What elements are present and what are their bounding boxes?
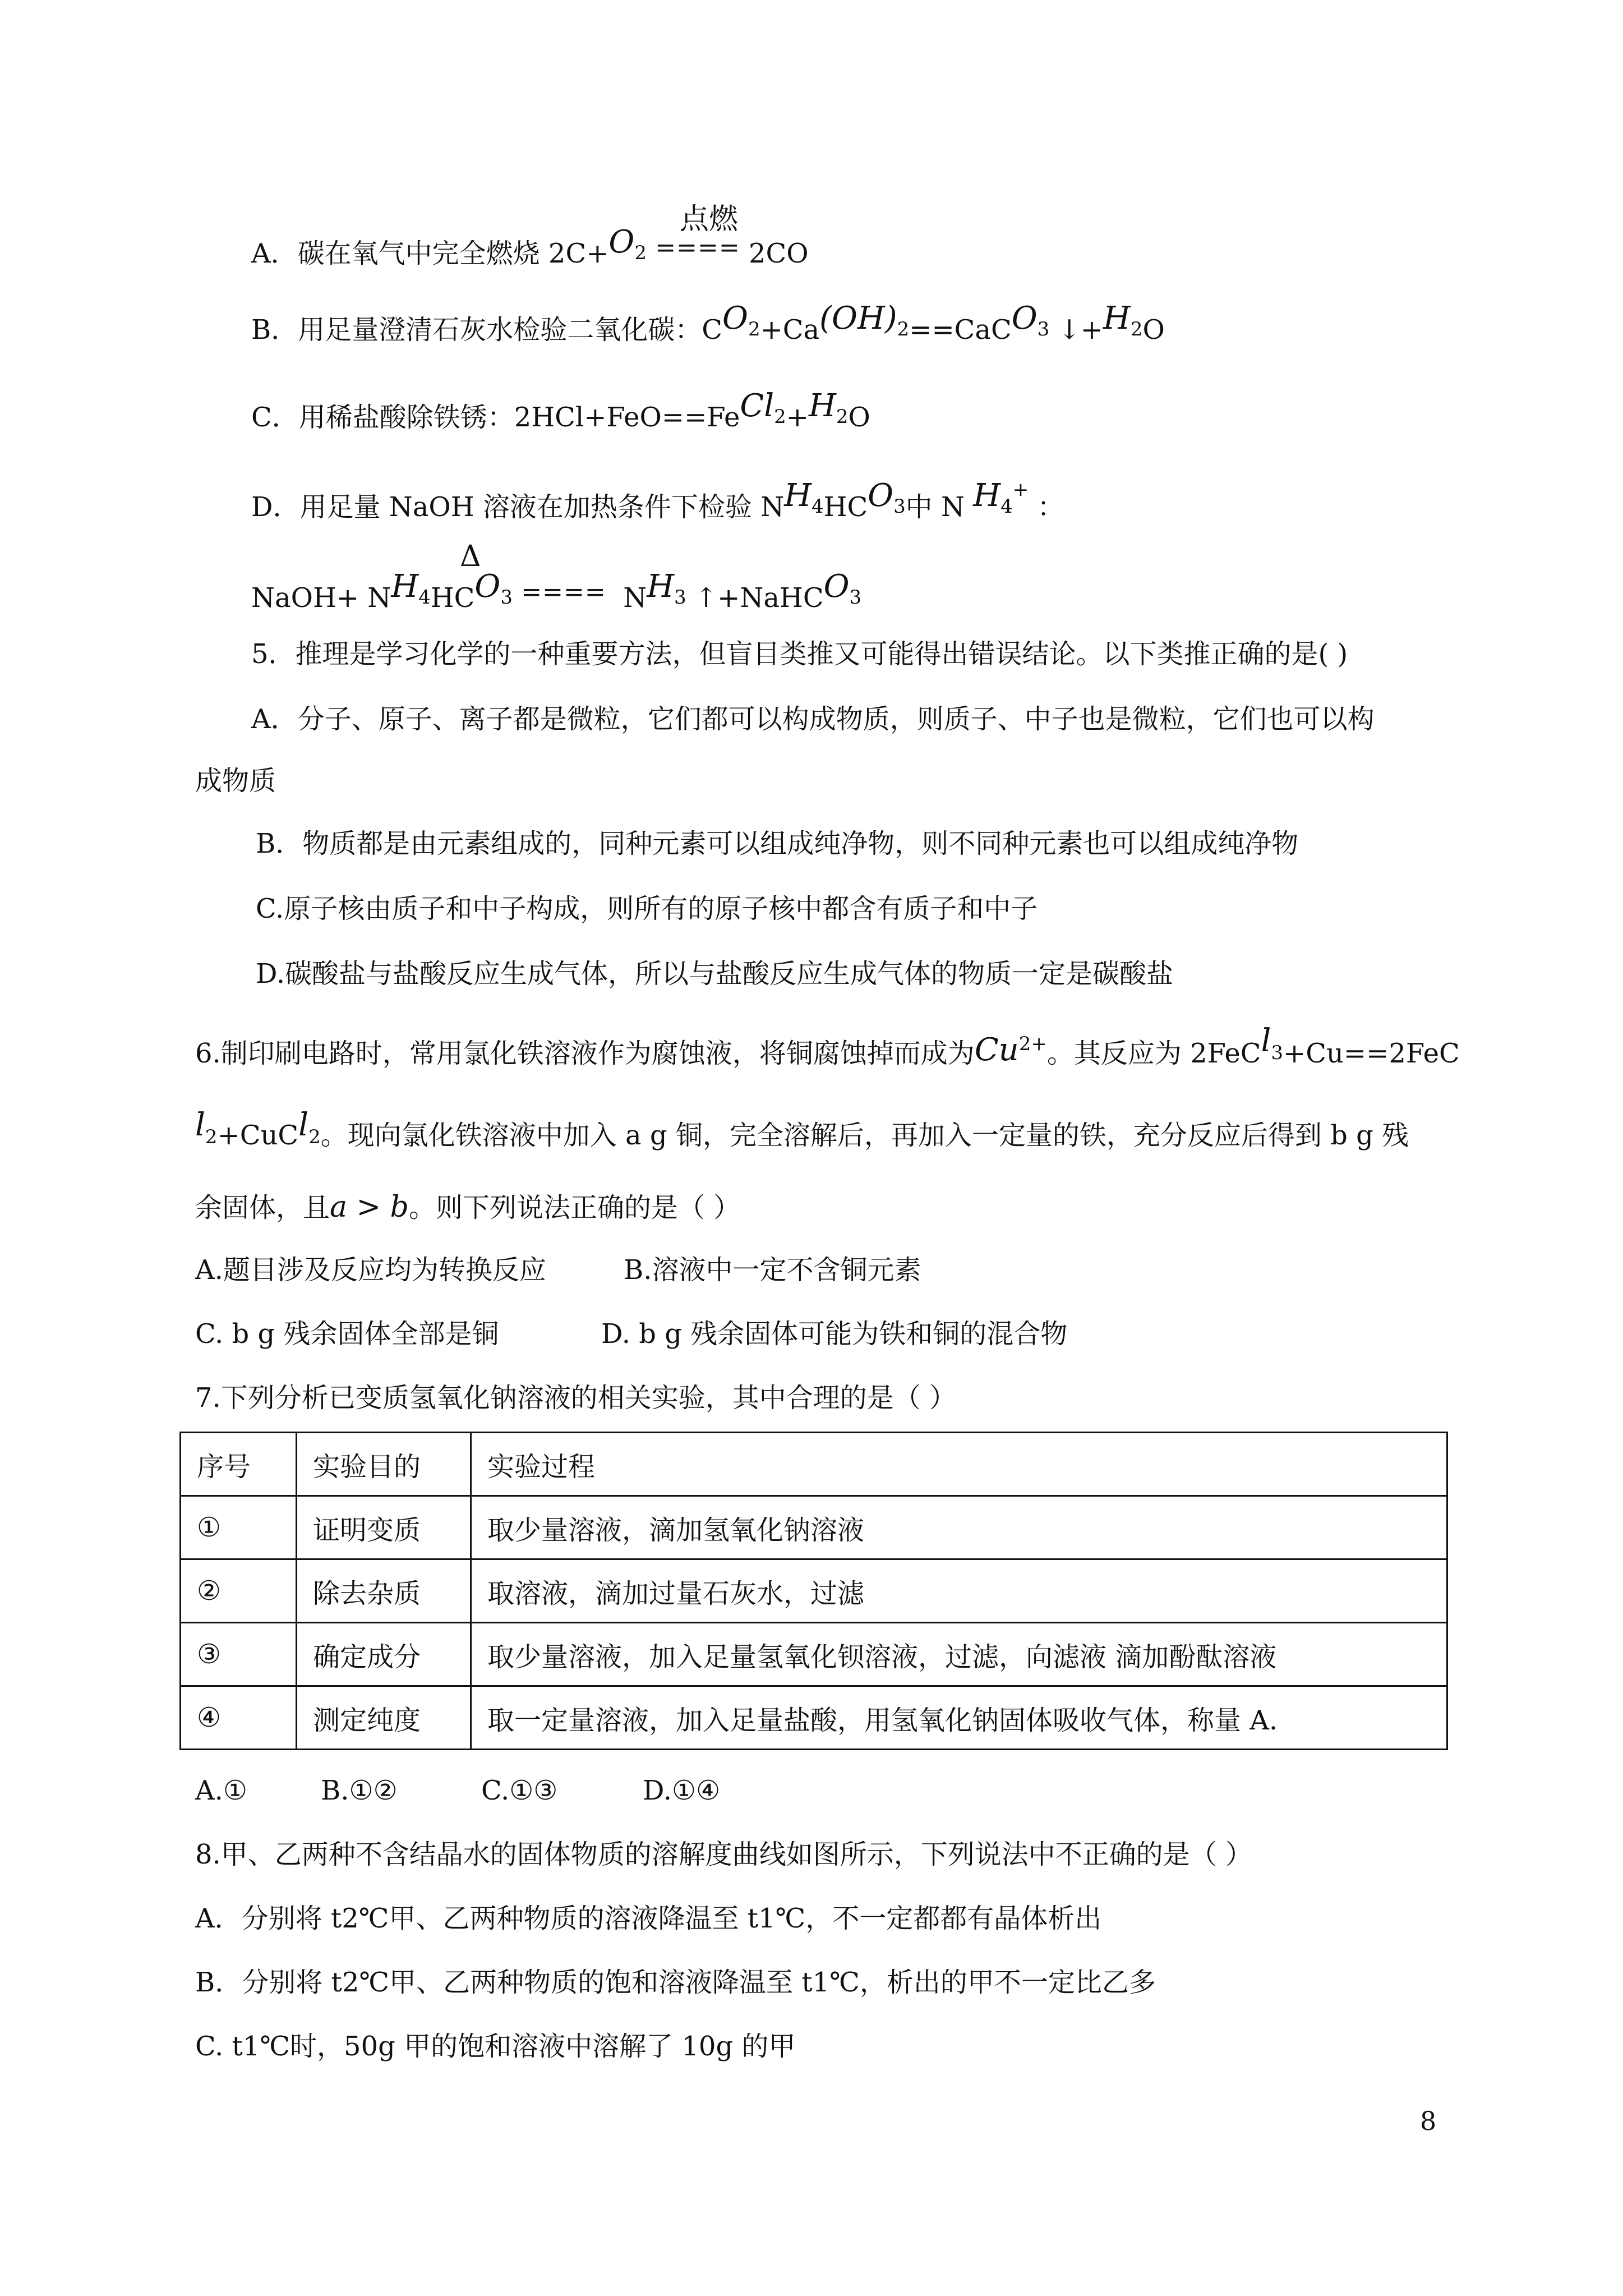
q5-option-b: B．物质都是由元素组成的，同种元素可以组成纯净物，则不同种元素也可以组成纯净物 [256, 828, 1299, 859]
header-purpose: 实验目的 [297, 1433, 471, 1496]
q4-d-h1: H [784, 477, 811, 514]
q8-option-c: C. t1℃时，50g 甲的饱和溶液中溶解了 10g 的甲 [195, 2031, 796, 2062]
q4-d-h4-sub: 3 [674, 586, 686, 609]
q4-d-h4: H [647, 568, 675, 605]
q6-l2-sub: 2 [205, 1126, 218, 1148]
q6-line3-start: 余固体，且 [195, 1192, 330, 1223]
q4-a-label: A．碳在氧气中完全燃烧 2C+ [251, 238, 609, 269]
q4-d-o2-sub: 3 [500, 586, 513, 609]
q4-b-eq: ==CaC [909, 314, 1012, 346]
row-procedure: 取少量溶液，加入足量氢氧化钡溶液，过滤，向滤液 滴加酚酞溶液 [471, 1623, 1447, 1686]
q6-l1-sub: 3 [1271, 1042, 1284, 1064]
q6-line1-mid: 。其反应为 2FeC [1046, 1038, 1261, 1069]
q4-b-label: B．用足量澄清石灰水检验二氧化碳：C [251, 314, 723, 346]
q5-option-c: C.原子核由质子和中子构成，则所有的原子核中都含有质子和中子 [256, 893, 1038, 924]
q8-option-b: B．分别将 t2℃甲、乙两种物质的饱和溶液降温至 t1℃，析出的甲不一定比乙多 [195, 1967, 1156, 1998]
q4-c-tail: O [848, 402, 870, 433]
q4-d-h3: H [391, 568, 419, 605]
q5-option-a-line2: 成物质 [195, 765, 276, 797]
q6-option-a: A.题目涉及反应均为转换反应 [195, 1254, 546, 1286]
q5-option-d: D.碳酸盐与盐酸反应生成气体，所以与盐酸反应生成气体的物质一定是碳酸盐 [256, 958, 1174, 990]
row-index: ④ [181, 1686, 297, 1750]
q4-d-o3-sub: 3 [849, 586, 862, 609]
q5-stem: 5．推理是学习化学的一种重要方法，但盲目类推又可能得出错误结论。以下类推正确的是( ) [251, 638, 1348, 670]
q4-d-equation [251, 568, 862, 618]
row-purpose: 确定成分 [297, 1623, 471, 1686]
q6-line3 [195, 1190, 740, 1225]
q4-d-n: N [623, 582, 647, 614]
q7-option-b: B.①② [321, 1775, 398, 1806]
table-row [181, 1623, 1447, 1686]
q4-b-h: H [1103, 300, 1131, 337]
q4-d-o1: O [868, 477, 894, 514]
heat-condition: Δ [460, 540, 481, 573]
q6-line1-end: +Cu==2FeC [1283, 1038, 1460, 1069]
q4-d-h3-sub: 4 [418, 586, 431, 609]
q4-b-o3-sub: 3 [1037, 318, 1050, 341]
table-row [181, 1559, 1447, 1623]
q6-line2-end: 。现向氯化铁溶液中加入 a g 铜，完全溶解后，再加入一定量的铁，充分反应后得到 b g 残 [320, 1120, 1409, 1151]
q6-line2-mid: +CuC [217, 1120, 299, 1151]
table-row [181, 1686, 1447, 1750]
q6-cu: Cu [974, 1032, 1019, 1068]
q4-d-line2-start: NaOH+ N [251, 582, 391, 614]
q6-line2 [195, 1107, 1409, 1155]
q4-d-h2-sup: + [1012, 478, 1029, 501]
row-purpose: 除去杂质 [297, 1559, 471, 1623]
q4-d-hc: HC [823, 491, 868, 523]
q6-line3-end: 。则下列说法正确的是（ ） [408, 1192, 741, 1223]
q4-option-d [251, 477, 1064, 527]
row-purpose: 测定纯度 [297, 1686, 471, 1750]
page-number: 8 [1420, 2106, 1437, 2136]
q8-stem: 8.甲、乙两种不含结晶水的固体物质的溶解度曲线如图所示，下列说法中不正确的是（ ） [195, 1839, 1253, 1870]
q4-d-label: D．用足量 NaOH 溶液在加热条件下检验 N [251, 491, 785, 523]
q8-option-a: A．分别将 t2℃甲、乙两种物质的溶液降温至 t1℃，不一定都都有晶体析出 [195, 1903, 1102, 1934]
q4-option-c [251, 388, 870, 437]
row-purpose: 证明变质 [297, 1496, 471, 1559]
q4-b-o2: O [722, 300, 748, 337]
q4-c-cl: Cl [740, 388, 774, 424]
q4-option-b [251, 300, 1165, 349]
header-index: 序号 [181, 1433, 297, 1496]
row-procedure: 取一定量溶液，加入足量盐酸，用氢氧化钠固体吸收气体，称量 A. [471, 1686, 1447, 1750]
q6-line1-start: 6.制印刷电路时，常用氯化铁溶液作为腐蚀液，将铜腐蚀掉而成为 [195, 1038, 975, 1069]
q6-option-b: B.溶液中一定不含铜元素 [624, 1254, 921, 1286]
q4-d-arrow: ==== [521, 578, 606, 606]
q4-d-colon: ： [1037, 491, 1064, 523]
q4-a-product: 2CO [748, 238, 809, 269]
q7-option-d: D.①④ [643, 1775, 721, 1806]
q7-option-c: C.①③ [481, 1775, 558, 1806]
q7-option-a: A.① [195, 1775, 247, 1806]
q4-option-a [251, 224, 809, 273]
q6-option-d: D. b g 残余固体可能为铁和铜的混合物 [601, 1318, 1068, 1350]
header-procedure: 实验过程 [471, 1433, 1447, 1496]
table-header-row [181, 1433, 1447, 1496]
q6-inequality: a > b [330, 1190, 409, 1224]
q4-c-h-sub: 2 [836, 406, 849, 428]
q6-cu-sup: 2+ [1018, 1033, 1047, 1055]
q4-d-o1-sub: 3 [893, 495, 906, 518]
q4-c-plus: + [786, 402, 809, 433]
q7-stem: 7.下列分析已变质氢氧化钠溶液的相关实验，其中合理的是（ ） [195, 1382, 957, 1414]
row-index: ③ [181, 1623, 297, 1686]
q4-b-ca: +Ca [760, 314, 820, 346]
q6-option-c: C. b g 残余固体全部是铜 [195, 1318, 499, 1350]
q4-b-o3: O [1011, 300, 1038, 337]
q4-a-o: O [608, 224, 635, 260]
q4-a-arrow: ==== [655, 233, 740, 262]
q6-l3: l [298, 1107, 309, 1143]
q4-d-h2-sub: 4 [1000, 495, 1013, 518]
q6-l2: l [195, 1107, 205, 1143]
experiment-table [179, 1432, 1448, 1750]
q4-d-h2: H [973, 477, 1001, 514]
q4-a-o-sub: 2 [634, 242, 647, 264]
table-row [181, 1496, 1447, 1559]
q6-l3-sub: 2 [308, 1126, 321, 1148]
q4-c-cl-sub: 2 [774, 406, 786, 428]
row-index: ① [181, 1496, 297, 1559]
row-index: ② [181, 1559, 297, 1623]
burn-condition: 点燃 [680, 203, 739, 236]
q6-line1 [195, 1023, 1460, 1073]
q4-d-o3: O [823, 568, 850, 605]
q4-c-label: C．用稀盐酸除铁锈：2HCl+FeO==Fe [251, 402, 740, 433]
q4-d-mid: 中 N [905, 491, 965, 523]
q4-d-h1-sub: 4 [811, 495, 824, 518]
q4-b-tail: O [1142, 314, 1165, 346]
q4-d-o2: O [474, 568, 501, 605]
q5-option-a-line1: A．分子、原子、离子都是微粒，它们都可以构成物质，则质子、中子也是微粒，它们也可以构 [251, 703, 1375, 735]
q4-b-oh-sub: 2 [897, 318, 910, 341]
q4-c-h: H [809, 388, 836, 424]
q4-d-hc2: HC [430, 582, 475, 614]
q6-l1: l [1261, 1023, 1271, 1059]
q4-b-h-sub: 2 [1130, 318, 1143, 341]
q4-b-arrow: ↓+ [1058, 314, 1104, 346]
q4-b-oh: (OH) [819, 300, 897, 337]
row-procedure: 取少量溶液，滴加氢氧化钠溶液 [471, 1496, 1447, 1559]
row-procedure: 取溶液，滴加过量石灰水，过滤 [471, 1559, 1447, 1623]
q4-d-product-tail: ↑+NaHC [694, 582, 824, 614]
q4-b-o2-sub: 2 [748, 318, 760, 341]
